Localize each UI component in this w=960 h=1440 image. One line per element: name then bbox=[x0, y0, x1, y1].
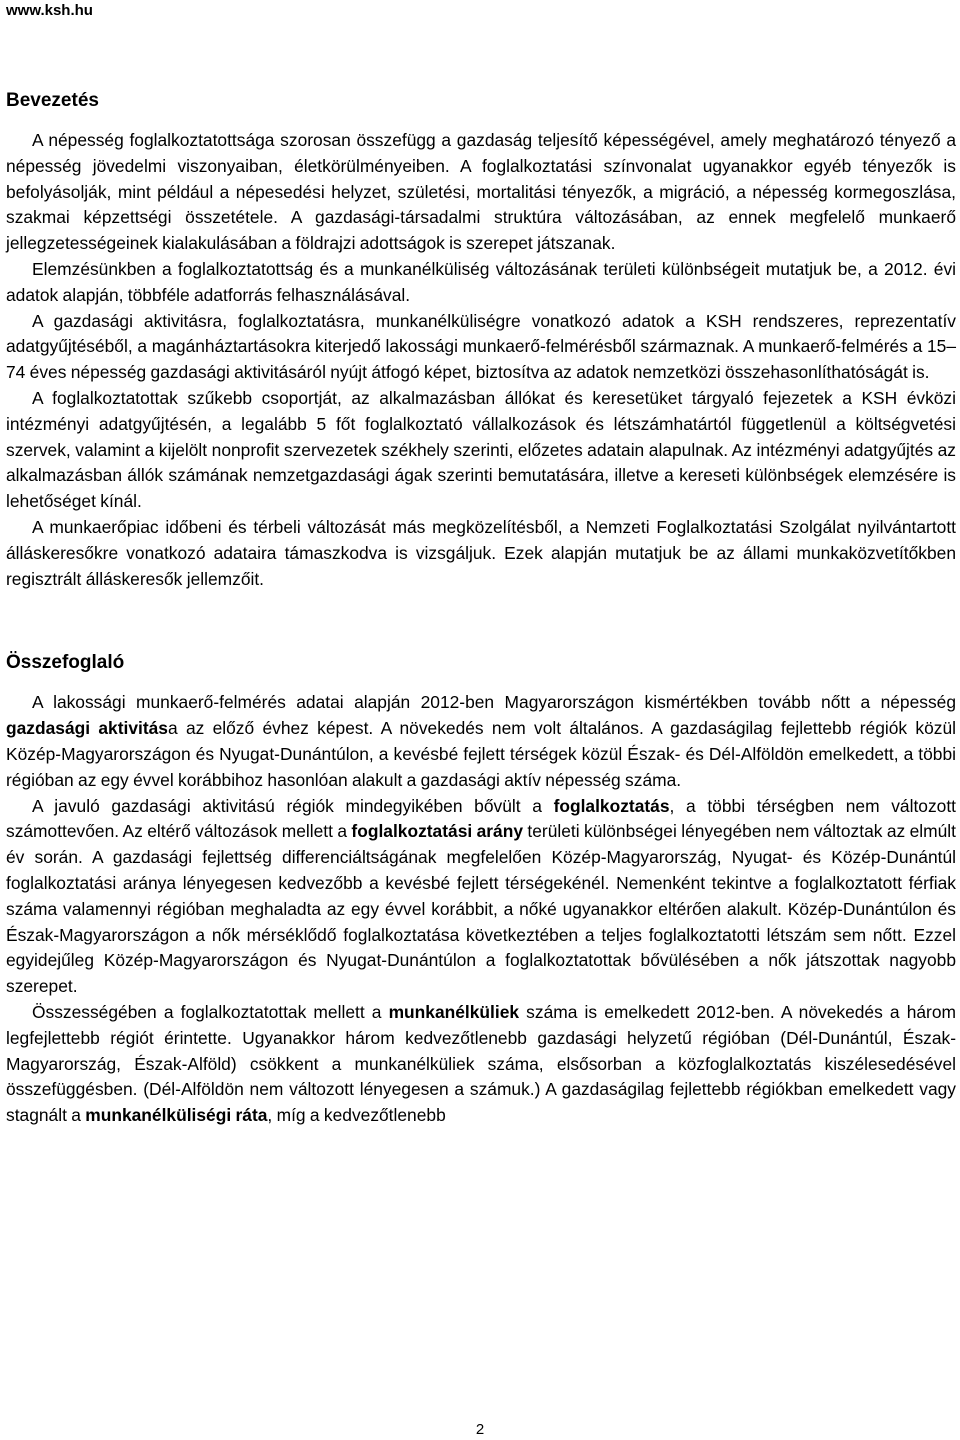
bold-term: foglalkoztatási arány bbox=[351, 821, 524, 842]
text-run: A gazdasági aktivitásra, foglalkoztatásra, munkanélküliségre vonatkozó adatok a KSH rendszeres, reprezentatív adatgyűjtéséből, a magánháztartásokra kiterjedő lakossági munkaerő-felmérésből származnak. A munkaerő-felmérés a 15–74 éves népesség gazdasági aktivitásáról nyújt átfogó képet, biztosítva az adatok nemzetközi összehasonlíthatóságát is. bbox=[6, 310, 956, 383]
bold-term: foglalkoztatás bbox=[553, 795, 670, 816]
paragraph bbox=[6, 1000, 956, 1129]
text-run: Elemzésünkben a foglalkoztatottság és a munkanélküliség változásának területi különbségeit mutatjuk be, a 2012. évi adatok alapján, többféle adatforrás felhasználásával. bbox=[6, 258, 956, 305]
text-run: területi különbségei lényegében nem változtak az elmúlt év során. A gazdasági fejlettség differenciáltságának megfelelően Közép-Magyarország, Nyugat- és Közép-Dunántúl foglalkoztatási aránya lényegesen kedvezőbb a kevésbé fejlett térségekénél. Nemenként tekintve a foglalkoztatott férfiak száma valamennyi régióban meghaladta az egy évvel korábbit, a nőké ugyanakkor eltérően alakult. Közép-Dunántúlon és Észak-Magyarországon a nők mérséklődő foglalkoztatása következtében a teljes foglalkoztatotti létszám sem nőtt. Ezzel egyidejűleg Közép-Magyarországon és Nyugat-Dunántúlon a foglalkoztatottak bővülésében a nők játszottak nagyobb szerepet. bbox=[6, 821, 956, 997]
text-run: , a többi térségben nem változott számottevően. Az eltérő változások mellett a bbox=[6, 795, 956, 842]
section-spacer bbox=[6, 592, 956, 650]
text-run: A népesség foglalkoztatottsága szorosan összefügg a gazdaság teljesítő képességével, amely meghatározó tényező a népesség jövedelmi viszonyaiban, életkörülményeiben. A foglalkoztatási színvonalat ugyanakkor egyéb tényezők is befolyásolják, mint például a népesedési helyzet, születési, mortalitási tényezők, a migráció, a népesség kormegoszlása, szakmai képzettségi összetétele. A gazdasági-társadalmi struktúra változásában, az ennek megfelelő munkaerő jellegzetességeinek kialakulásában a földrajzi adottságok is szerepet játszanak. bbox=[6, 130, 956, 254]
paragraph bbox=[6, 515, 956, 592]
paragraph bbox=[6, 386, 956, 515]
text-run: A lakossági munkaerő-felmérés adatai alapján 2012-ben Magyarországon kismértékben tovább nőtt a népesség bbox=[32, 692, 956, 713]
section-heading-osszefoglalo: Összefoglaló bbox=[6, 652, 125, 674]
document-body bbox=[6, 88, 956, 1129]
site-url[interactable]: www.ksh.hu bbox=[6, 2, 93, 19]
section-osszefoglalo bbox=[6, 650, 956, 1129]
section-bevezetes bbox=[6, 88, 956, 592]
text-run: A foglalkoztatottak szűkebb csoportját, az alkalmazásban állókat és keresetüket tárgyaló fejezetek a KSH évközi intézményi adatgyűjtésén, a legalább 5 főt foglalkoztató vállalkozások és létszámhatártól függetlenül a költségvetési szervek, valamint a kijelölt nonprofit szervezetek székhely szerinti, előzetes adatain alapulnak. Az intézményi adatgyűjtés az alkalmazásban állók számának nemzetgazdasági ágak szerinti bemutatására, illetve a kereseti különbségek elemzésére is lehetőséget kínál. bbox=[6, 387, 956, 512]
paragraph bbox=[6, 257, 956, 309]
text-run: , míg a kedvezőtlenebb bbox=[267, 1105, 446, 1126]
paragraph bbox=[6, 128, 956, 257]
section-heading-bevezetes: Bevezetés bbox=[6, 90, 99, 111]
paragraph bbox=[6, 794, 956, 1000]
bold-term: munkanélküliségi ráta bbox=[85, 1105, 268, 1126]
paragraph bbox=[6, 309, 956, 386]
page-number: 2 bbox=[475, 1421, 485, 1438]
text-run: a az előző évhez képest. A növekedés nem volt általános. A gazdaságilag fejlettebb régiók közül Közép-Magyarországon és Nyugat-Dunántúlon, a kevésbé fejlett térségek közül Észak- és Dél-Alföldön emelkedett, a többi régióban az egy évvel korábbihoz hasonlóan alakult a gazdasági aktív népesség száma. bbox=[6, 718, 956, 790]
bold-term: munkanélküliek bbox=[388, 1001, 520, 1022]
text-run: száma is emelkedett 2012-ben. A növekedés a három legfejlettebb régiót érintette. Ugyanakkor három kedvezőtlenebb gazdasági helyzetű régióban (Dél-Dunántúl, Észak-Magyarország, Észak-Alföld) csökkent a munkanélküliek száma, elsősorban a közfoglalkoztatás kiszélesedésével összefüggésben. (Dél-Alföldön nem változott lényegesen a számuk.) A gazdaságilag fejlettebb régiókban emelkedett vagy stagnált a bbox=[6, 1001, 956, 1126]
text-run: A javuló gazdasági aktivitású régiók mindegyikében bővült a bbox=[32, 795, 554, 816]
text-run: A munkaerőpiac időbeni és térbeli változását más megközelítésből, a Nemzeti Foglalkoztatási Szolgálat nyilvántartott álláskeresőkre vonatkozó adataira támaszkodva is vizsgáljuk. Ezek alapján mutatjuk be az állami munkaközvetítőkben regisztrált álláskeresők jellemzőit. bbox=[6, 516, 956, 589]
text-run: Összességében a foglalkoztatottak mellett a bbox=[32, 1001, 389, 1022]
paragraph bbox=[6, 690, 956, 793]
bold-term: gazdasági aktivitás bbox=[6, 718, 168, 739]
